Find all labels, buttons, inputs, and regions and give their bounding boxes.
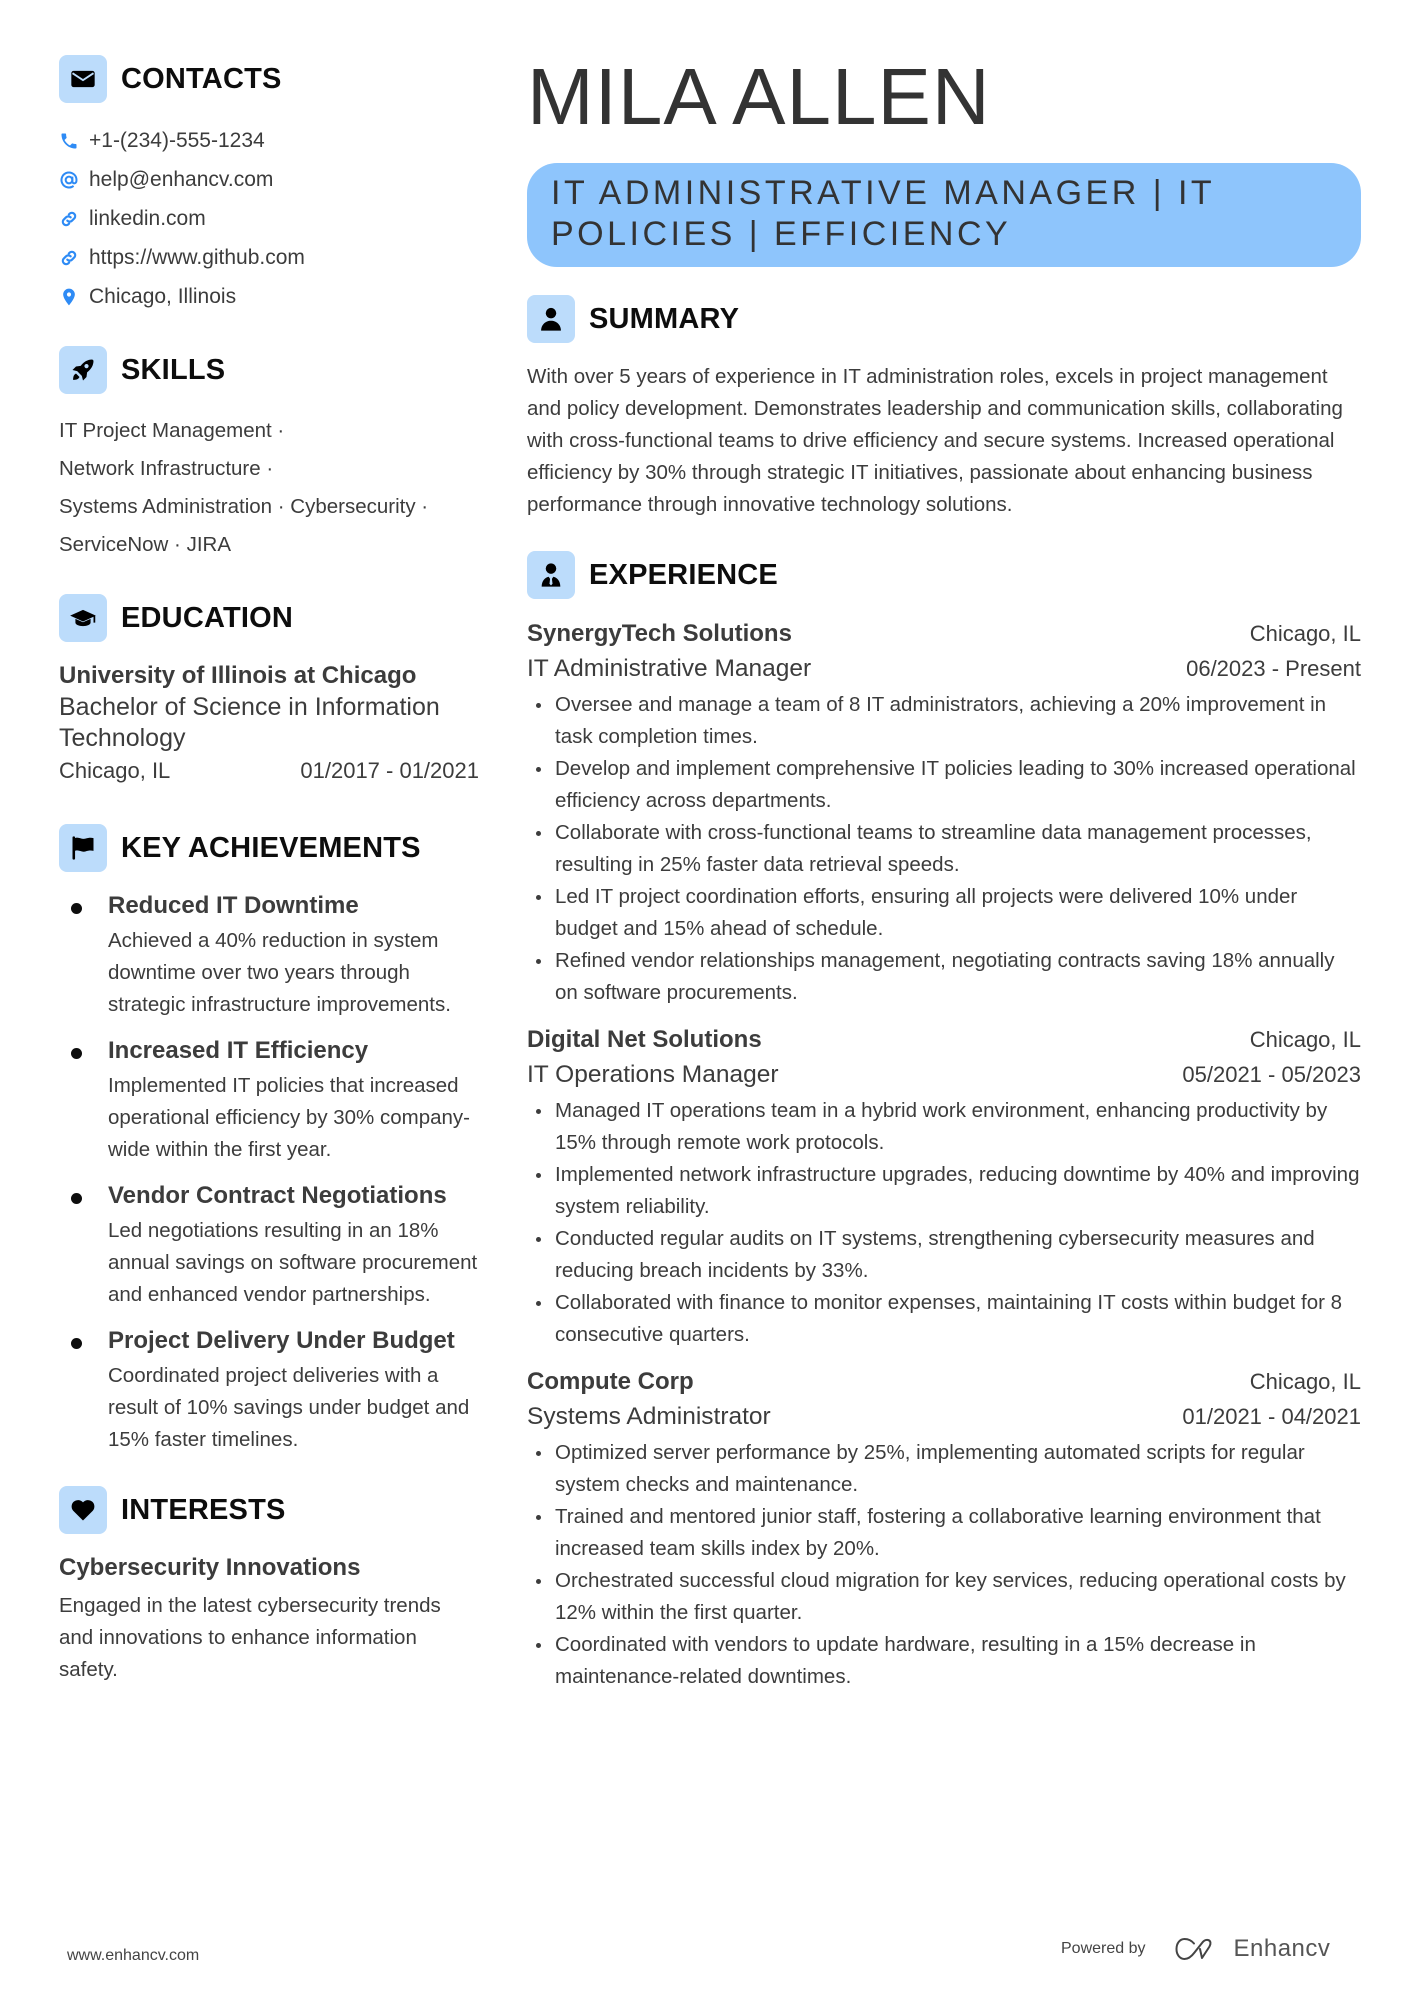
interest-desc: Engaged in the latest cybersecurity trends and innovations to enhance information safety. bbox=[59, 1594, 441, 1681]
skill-line: Network Infrastructure · bbox=[59, 457, 274, 480]
contact-github[interactable] bbox=[59, 238, 479, 277]
job-bullet: Implemented network infrastructure upgrades, reducing downtime by 40% and improving system reliability. bbox=[527, 1159, 1361, 1223]
contact-text: Chicago, Illinois bbox=[89, 284, 237, 308]
job-bullet: Conducted regular audits on IT systems, strengthening cybersecurity measures and reducing breach incidents by 33%. bbox=[527, 1223, 1361, 1287]
rocket-icon bbox=[59, 346, 107, 394]
section-title: EXPERIENCE bbox=[589, 558, 778, 591]
skills-list bbox=[59, 412, 479, 564]
footer-branding[interactable] bbox=[1061, 1935, 1330, 1963]
link-icon bbox=[59, 209, 79, 229]
job-dates: 05/2021 - 05/2023 bbox=[1182, 1062, 1361, 1087]
job-entry bbox=[527, 617, 1361, 1009]
achievement-desc: Achieved a 40% reduction in system downtime over two years through strategic infrastructure improvements. bbox=[108, 929, 451, 1016]
job-bullet: Collaborate with cross-functional teams to streamline data management processes, resulting in 25% faster data retrieval speeds. bbox=[527, 817, 1361, 881]
bullet-icon bbox=[71, 1338, 82, 1349]
achievement-desc: Led negotiations resulting in an 18% annual savings on software procurement and enhanced vendor partnerships. bbox=[108, 1219, 478, 1306]
contact-text: help@enhancv.com bbox=[89, 167, 274, 191]
job-role-row bbox=[527, 1399, 1361, 1435]
brand-name: Enhancv bbox=[1233, 1935, 1331, 1962]
section-header bbox=[59, 594, 479, 642]
job-header-row bbox=[527, 617, 1361, 651]
footer-website-link[interactable]: www.enhancv.com bbox=[67, 1947, 200, 1964]
job-bullet: Coordinated with vendors to update hardware, resulting in a 15% decrease in maintenance-related downtimes. bbox=[527, 1629, 1361, 1693]
contacts-section bbox=[59, 55, 479, 316]
job-bullets bbox=[527, 1437, 1361, 1693]
section-title: EDUCATION bbox=[121, 601, 294, 634]
section-title: INTERESTS bbox=[121, 1493, 286, 1526]
contact-text: linkedin.com bbox=[89, 206, 206, 230]
skill-line: ServiceNow · JIRA bbox=[59, 533, 232, 556]
achievements-section bbox=[59, 824, 479, 1456]
job-bullet: Develop and implement comprehensive IT policies leading to 30% increased operational efficiency across departments. bbox=[527, 753, 1361, 817]
contact-list bbox=[59, 121, 479, 316]
bullet-icon bbox=[71, 1048, 82, 1059]
bullet-icon bbox=[71, 1193, 82, 1204]
job-bullet: Optimized server performance by 25%, implementing automated scripts for regular system checks and maintenance. bbox=[527, 1437, 1361, 1501]
job-bullets bbox=[527, 1095, 1361, 1351]
education-section bbox=[59, 594, 479, 788]
interests-section bbox=[59, 1486, 479, 1686]
contact-linkedin[interactable] bbox=[59, 199, 479, 238]
degree: Bachelor of Science in Information Technology bbox=[59, 693, 440, 752]
at-icon bbox=[59, 170, 79, 190]
section-header bbox=[59, 1486, 479, 1534]
contact-phone[interactable] bbox=[59, 121, 479, 160]
skill-line: IT Project Management · bbox=[59, 419, 285, 442]
company-name: Digital Net Solutions bbox=[527, 1026, 762, 1053]
job-role-row bbox=[527, 651, 1361, 687]
powered-by-label: Powered by bbox=[1061, 1940, 1146, 1957]
skills-section bbox=[59, 346, 479, 564]
job-entry bbox=[527, 1023, 1361, 1351]
flag-icon bbox=[59, 824, 107, 872]
achievement-title: Project Delivery Under Budget bbox=[108, 1327, 455, 1354]
job-role: Systems Administrator bbox=[527, 1403, 771, 1430]
achievement-title: Reduced IT Downtime bbox=[108, 892, 359, 919]
left-column bbox=[59, 55, 479, 1686]
job-bullet: Collaborated with finance to monitor expenses, maintaining IT costs within budget for 8 consecutive quarters. bbox=[527, 1287, 1361, 1351]
user-icon bbox=[527, 295, 575, 343]
job-role: IT Operations Manager bbox=[527, 1061, 779, 1088]
job-entry bbox=[527, 1365, 1361, 1693]
job-title: IT ADMINISTRATIVE MANAGER | IT POLICIES | EFFICIENCY bbox=[551, 174, 1215, 253]
job-location: Chicago, IL bbox=[1249, 621, 1361, 646]
link-icon bbox=[59, 248, 79, 268]
job-bullet: Refined vendor relationships management, negotiating contracts saving 18% annually on software procurements. bbox=[527, 945, 1361, 1009]
contact-email[interactable] bbox=[59, 160, 479, 199]
contact-text: https://www.github.com bbox=[89, 245, 305, 269]
achievement-desc: Coordinated project deliveries with a result of 10% savings under budget and 15% faster timelines. bbox=[108, 1364, 470, 1451]
job-bullet: Trained and mentored junior staff, fostering a collaborative learning environment that increased team skills index by 20%. bbox=[527, 1501, 1361, 1565]
skill-line: Systems Administration · Cybersecurity · bbox=[59, 495, 429, 518]
achievement-desc: Implemented IT policies that increased operational efficiency by 30% company-wide within the first year. bbox=[108, 1074, 470, 1161]
location-pin-icon bbox=[59, 287, 79, 307]
job-role: IT Administrative Manager bbox=[527, 655, 812, 682]
section-header bbox=[59, 55, 479, 103]
user-tie-icon bbox=[527, 551, 575, 599]
job-role-row bbox=[527, 1057, 1361, 1093]
enhancv-logo-icon bbox=[1174, 1936, 1222, 1962]
section-title: KEY ACHIEVEMENTS bbox=[121, 831, 421, 864]
achievement-title: Increased IT Efficiency bbox=[108, 1037, 369, 1064]
phone-icon bbox=[59, 131, 79, 151]
school-name: University of Illinois at Chicago bbox=[59, 662, 417, 689]
education-entry bbox=[59, 660, 479, 788]
section-title: SUMMARY bbox=[589, 302, 740, 335]
job-bullet: Oversee and manage a team of 8 IT administrators, achieving a 20% improvement in task completion times. bbox=[527, 689, 1361, 753]
achievement-item bbox=[59, 1035, 479, 1166]
job-bullets bbox=[527, 689, 1361, 1009]
job-dates: 06/2023 - Present bbox=[1186, 656, 1361, 681]
job-bullet: Orchestrated successful cloud migration for key services, reducing operational costs by 12% within the first quarter. bbox=[527, 1565, 1361, 1629]
job-header-row bbox=[527, 1365, 1361, 1399]
section-header bbox=[527, 551, 1361, 599]
right-column bbox=[527, 52, 1361, 1707]
candidate-name: MILA ALLEN bbox=[527, 52, 991, 141]
company-name: Compute Corp bbox=[527, 1368, 694, 1395]
bullet-icon bbox=[71, 903, 82, 914]
graduation-cap-icon bbox=[59, 594, 107, 642]
company-name: SynergyTech Solutions bbox=[527, 620, 792, 647]
contact-location bbox=[59, 277, 479, 316]
title-banner bbox=[527, 163, 1361, 267]
section-title: SKILLS bbox=[121, 353, 226, 386]
heart-icon bbox=[59, 1486, 107, 1534]
job-dates: 01/2021 - 04/2021 bbox=[1182, 1404, 1361, 1429]
achievement-item bbox=[59, 1180, 479, 1311]
education-location: Chicago, IL bbox=[59, 758, 171, 783]
contact-text: +1-(234)-555-1234 bbox=[89, 128, 265, 152]
interest-title: Cybersecurity Innovations bbox=[59, 1554, 361, 1581]
job-location: Chicago, IL bbox=[1249, 1369, 1361, 1394]
job-header-row bbox=[527, 1023, 1361, 1057]
summary-text: With over 5 years of experience in IT administration roles, excels in project management and policy development. Demonstrates leadership and communication skills, collaborating with cross-functional teams to drive efficiency and secure systems. Increased operational efficiency by 30% through strategic IT initiatives, passionate about enhancing business performance through innovative technology solutions. bbox=[527, 365, 1343, 516]
section-title: CONTACTS bbox=[121, 62, 282, 95]
education-meta bbox=[59, 754, 479, 788]
envelope-icon bbox=[59, 55, 107, 103]
summary-section bbox=[527, 295, 1361, 521]
section-header bbox=[59, 346, 479, 394]
experience-section bbox=[527, 551, 1361, 1693]
job-bullet: Managed IT operations team in a hybrid work environment, enhancing productivity by 15% through remote work protocols. bbox=[527, 1095, 1361, 1159]
job-bullet: Led IT project coordination efforts, ensuring all projects were delivered 10% under budget and 15% ahead of schedule. bbox=[527, 881, 1361, 945]
education-dates: 01/2017 - 01/2021 bbox=[300, 758, 479, 783]
section-header bbox=[59, 824, 479, 872]
achievements-list bbox=[59, 890, 479, 1456]
job-location: Chicago, IL bbox=[1249, 1027, 1361, 1052]
achievement-item bbox=[59, 1325, 479, 1456]
achievement-item bbox=[59, 890, 479, 1021]
section-header bbox=[527, 295, 1361, 343]
achievement-title: Vendor Contract Negotiations bbox=[108, 1182, 447, 1209]
